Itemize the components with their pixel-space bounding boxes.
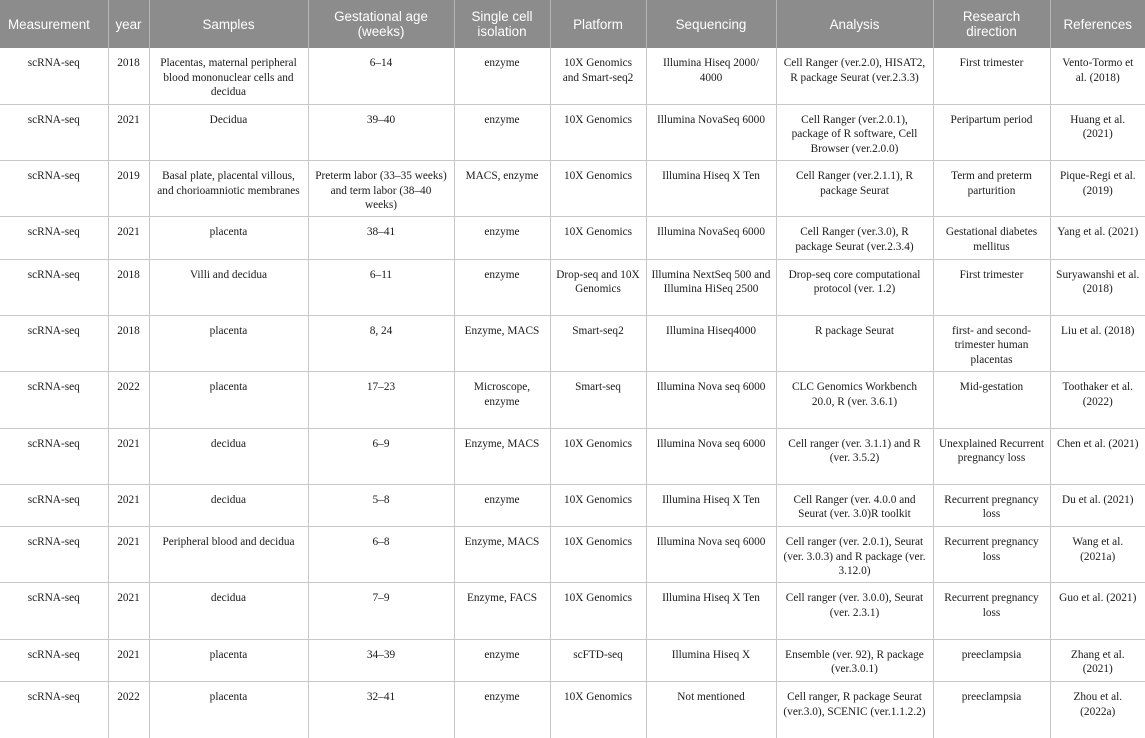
- header-year[interactable]: year: [108, 0, 149, 48]
- platform-cell: 10X Genomics: [550, 527, 646, 583]
- sequencing-cell: Illumina Hiseq 2000/ 4000: [646, 48, 776, 104]
- platform-cell: 10X Genomics and Smart-seq2: [550, 48, 646, 104]
- gestational-age-cell: 5–8: [308, 484, 454, 526]
- platform-cell: 10X Genomics: [550, 104, 646, 160]
- header-sequencing[interactable]: Sequencing: [646, 0, 776, 48]
- research-direction-cell: preeclampsia: [933, 639, 1050, 681]
- platform-cell: Smart-seq: [550, 372, 646, 428]
- isolation-cell: Enzyme, MACS: [454, 428, 550, 484]
- sequencing-cell: Illumina Nova seq 6000: [646, 428, 776, 484]
- sequencing-cell: Illumina Nova seq 6000: [646, 372, 776, 428]
- research-direction-cell: Mid-gestation: [933, 372, 1050, 428]
- research-direction-cell: first- and second-trimester human placentas: [933, 315, 1050, 371]
- measurement-cell: scRNA-seq: [0, 682, 108, 738]
- sequencing-cell: Illumina NextSeq 500 and Illumina HiSeq 2500: [646, 259, 776, 315]
- reference-cell: Du et al. (2021): [1050, 484, 1145, 526]
- analysis-cell: Cell Ranger (ver. 4.0.0 and Seurat (ver. 3.0)R toolkit: [776, 484, 933, 526]
- year-cell: 2021: [108, 428, 149, 484]
- platform-cell: 10X Genomics: [550, 682, 646, 738]
- header-samples[interactable]: Samples: [149, 0, 308, 48]
- samples-cell: decidua: [149, 428, 308, 484]
- samples-cell: Peripheral blood and decidua: [149, 527, 308, 583]
- isolation-cell: Microscope, enzyme: [454, 372, 550, 428]
- gestational-age-cell: 39–40: [308, 104, 454, 160]
- isolation-cell: Enzyme, MACS: [454, 315, 550, 371]
- table-row: [0, 315, 1145, 371]
- platform-cell: scFTD-seq: [550, 639, 646, 681]
- table-row: [0, 372, 1145, 428]
- reference-cell: Zhou et al. (2022a): [1073, 691, 1123, 718]
- isolation-cell: enzyme: [454, 104, 550, 160]
- reference-cell: Liu et al. (2018): [1050, 315, 1145, 371]
- analysis-cell: Cell ranger (ver. 3.0.0), Seurat (ver. 2.3.1): [776, 583, 933, 639]
- reference-cell: Suryawanshi et al. (2018): [1050, 259, 1145, 315]
- table-row: [0, 639, 1145, 681]
- header-isolation[interactable]: Single cell isolation: [454, 0, 550, 48]
- sequencing-cell: Illumina Hiseq4000: [646, 315, 776, 371]
- analysis-cell: Drop-seq core computational protocol (ver. 1.2): [776, 259, 933, 315]
- header-research-direction[interactable]: Research direction: [933, 0, 1050, 48]
- gestational-age-cell: 17–23: [308, 372, 454, 428]
- sequencing-cell: Illumina NovaSeq 6000: [646, 104, 776, 160]
- analysis-cell: Ensemble (ver. 92), R package (ver.3.0.1): [776, 639, 933, 681]
- analysis-cell: R package Seurat: [776, 315, 933, 371]
- research-direction-cell: Peripartum period: [933, 104, 1050, 160]
- isolation-cell: Enzyme, MACS: [454, 527, 550, 583]
- reference-cell: Wang et al. (2021a): [1050, 527, 1145, 583]
- sequencing-cell: Not mentioned: [646, 682, 776, 738]
- research-direction-cell: First trimester: [933, 48, 1050, 104]
- measurement-cell: scRNA-seq: [0, 315, 108, 371]
- table-row: [0, 682, 1145, 738]
- header-platform[interactable]: Platform: [550, 0, 646, 48]
- gestational-age-cell: 34–39: [308, 639, 454, 681]
- samples-cell: placenta: [149, 372, 308, 428]
- table-row: [0, 217, 1145, 259]
- table-row: [0, 161, 1145, 217]
- isolation-cell: MACS, enzyme: [454, 161, 550, 217]
- research-direction-cell: preeclampsia: [933, 682, 1050, 738]
- year-cell: 2021: [108, 217, 149, 259]
- measurement-cell: scRNA-seq: [0, 217, 108, 259]
- sequencing-cell: Illumina Hiseq X Ten: [646, 583, 776, 639]
- sequencing-cell: Illumina Nova seq 6000: [646, 527, 776, 583]
- samples-cell: Decidua: [149, 104, 308, 160]
- table-header: [0, 0, 1145, 48]
- header-row: [0, 0, 1145, 48]
- reference-cell: Toothaker et al. (2022): [1050, 372, 1145, 428]
- table-row: [0, 428, 1145, 484]
- gestational-age-cell: 6–8: [308, 527, 454, 583]
- analysis-cell: Cell Ranger (ver.2.1.1), R package Seurat: [776, 161, 933, 217]
- platform-cell: Drop-seq and 10X Genomics: [550, 259, 646, 315]
- gestational-age-cell: 6–11: [308, 259, 454, 315]
- isolation-cell: enzyme: [454, 217, 550, 259]
- samples-cell: decidua: [149, 583, 308, 639]
- measurement-cell: scRNA-seq: [0, 104, 108, 160]
- isolation-cell: Enzyme, FACS: [454, 583, 550, 639]
- gestational-age-cell: 6–14: [308, 48, 454, 104]
- research-direction-cell: Unexplained Recurrent pregnancy loss: [933, 428, 1050, 484]
- samples-cell: placenta: [149, 217, 308, 259]
- gestational-age-cell: 6–9: [308, 428, 454, 484]
- reference-cell: Vento-Tormo et al. (2018): [1050, 48, 1145, 104]
- isolation-cell: enzyme: [454, 639, 550, 681]
- analysis-cell: Cell Ranger (ver.2.0.1), package of R software, Cell Browser (ver.2.0.0): [776, 104, 933, 160]
- measurement-cell: scRNA-seq: [0, 428, 108, 484]
- header-analysis[interactable]: Analysis: [776, 0, 933, 48]
- analysis-cell: Cell ranger (ver. 3.1.1) and R (ver. 3.5.2): [776, 428, 933, 484]
- samples-cell: placenta: [149, 682, 308, 738]
- table-row: [0, 104, 1145, 160]
- reference-cell: Huang et al. (2021): [1050, 104, 1145, 160]
- analysis-cell: Cell ranger (ver. 2.0.1), Seurat (ver. 3.0.3) and R package (ver. 3.12.0): [776, 527, 933, 583]
- platform-cell: Smart-seq2: [550, 315, 646, 371]
- sequencing-cell: Illumina Hiseq X: [646, 639, 776, 681]
- measurement-cell: scRNA-seq: [0, 48, 108, 104]
- analysis-cell: Cell Ranger (ver.2.0), HISAT2, R package Seurat (ver.2.3.3): [776, 48, 933, 104]
- table-row: [0, 527, 1145, 583]
- research-direction-cell: Term and preterm parturition: [933, 161, 1050, 217]
- analysis-cell: CLC Genomics Workbench 20.0, R (ver. 3.6.1): [776, 372, 933, 428]
- research-direction-cell: Recurrent pregnancy loss: [933, 527, 1050, 583]
- table-row: [0, 583, 1145, 639]
- isolation-cell: enzyme: [454, 259, 550, 315]
- year-cell: 2021: [108, 484, 149, 526]
- header-references[interactable]: References: [1050, 0, 1145, 48]
- sequencing-cell: Illumina Hiseq X Ten: [646, 161, 776, 217]
- table-row: [0, 484, 1145, 526]
- measurement-cell: scRNA-seq: [0, 583, 108, 639]
- platform-cell: 10X Genomics: [550, 583, 646, 639]
- samples-cell: decidua: [149, 484, 308, 526]
- measurement-cell: scRNA-seq: [0, 372, 108, 428]
- samples-cell: Placentas, maternal peripheral blood mononuclear cells and decidua: [149, 48, 308, 104]
- research-direction-cell: Recurrent pregnancy loss: [933, 484, 1050, 526]
- table-row: [0, 259, 1145, 315]
- isolation-cell: enzyme: [454, 682, 550, 738]
- samples-cell: Basal plate, placental villous, and chorioamniotic membranes: [149, 161, 308, 217]
- year-cell: 2022: [108, 372, 149, 428]
- sequencing-cell: Illumina NovaSeq 6000: [646, 217, 776, 259]
- platform-cell: 10X Genomics: [550, 217, 646, 259]
- year-cell: 2021: [108, 583, 149, 639]
- gestational-age-cell: 38–41: [308, 217, 454, 259]
- year-cell: 2019: [108, 161, 149, 217]
- year-cell: 2021: [108, 639, 149, 681]
- research-direction-cell: Recurrent pregnancy loss: [933, 583, 1050, 639]
- year-cell: 2018: [108, 259, 149, 315]
- platform-cell: 10X Genomics: [550, 484, 646, 526]
- year-cell: 2021: [108, 527, 149, 583]
- table-row: [0, 48, 1145, 104]
- reference-cell: Yang et al. (2021): [1050, 217, 1145, 259]
- isolation-cell: enzyme: [454, 48, 550, 104]
- measurement-cell: scRNA-seq: [0, 161, 108, 217]
- reference-cell: Chen et al. (2021): [1050, 428, 1145, 484]
- measurement-cell: scRNA-seq: [0, 484, 108, 526]
- analysis-cell: Cell ranger, R package Seurat (ver.3.0), SCENIC (ver.1.1.2.2): [776, 682, 933, 738]
- samples-cell: placenta: [149, 315, 308, 371]
- samples-cell: placenta: [149, 639, 308, 681]
- header-gestational-age[interactable]: Gestational age (weeks): [308, 0, 454, 48]
- reference-cell: Pique-Regi et al. (2019): [1050, 161, 1145, 217]
- gestational-age-cell: 7–9: [308, 583, 454, 639]
- gestational-age-cell: 8, 24: [308, 315, 454, 371]
- samples-cell: Villi and decidua: [149, 259, 308, 315]
- header-measurement[interactable]: Measurement: [0, 0, 108, 48]
- measurement-cell: scRNA-seq: [0, 527, 108, 583]
- research-direction-cell: First trimester: [933, 259, 1050, 315]
- platform-cell: 10X Genomics: [550, 428, 646, 484]
- year-cell: 2018: [108, 315, 149, 371]
- gestational-age-cell: 32–41: [308, 682, 454, 738]
- gestational-age-cell: Preterm labor (33–35 weeks) and term labor (38–40 weeks): [308, 161, 454, 217]
- table-body: [0, 48, 1145, 738]
- reference-cell: Guo et al. (2021): [1050, 583, 1145, 639]
- measurement-cell: scRNA-seq: [0, 259, 108, 315]
- year-cell: 2022: [108, 682, 149, 738]
- year-cell: 2018: [108, 48, 149, 104]
- research-direction-cell: Gestational diabetes mellitus: [933, 217, 1050, 259]
- measurement-cell: scRNA-seq: [0, 639, 108, 681]
- platform-cell: 10X Genomics: [550, 161, 646, 217]
- sequencing-cell: Illumina Hiseq X Ten: [646, 484, 776, 526]
- year-cell: 2021: [108, 104, 149, 160]
- reference-cell: Zhang et al. (2021): [1050, 639, 1145, 681]
- analysis-cell: Cell Ranger (ver.3.0), R package Seurat (ver.2.3.4): [776, 217, 933, 259]
- isolation-cell: enzyme: [454, 484, 550, 526]
